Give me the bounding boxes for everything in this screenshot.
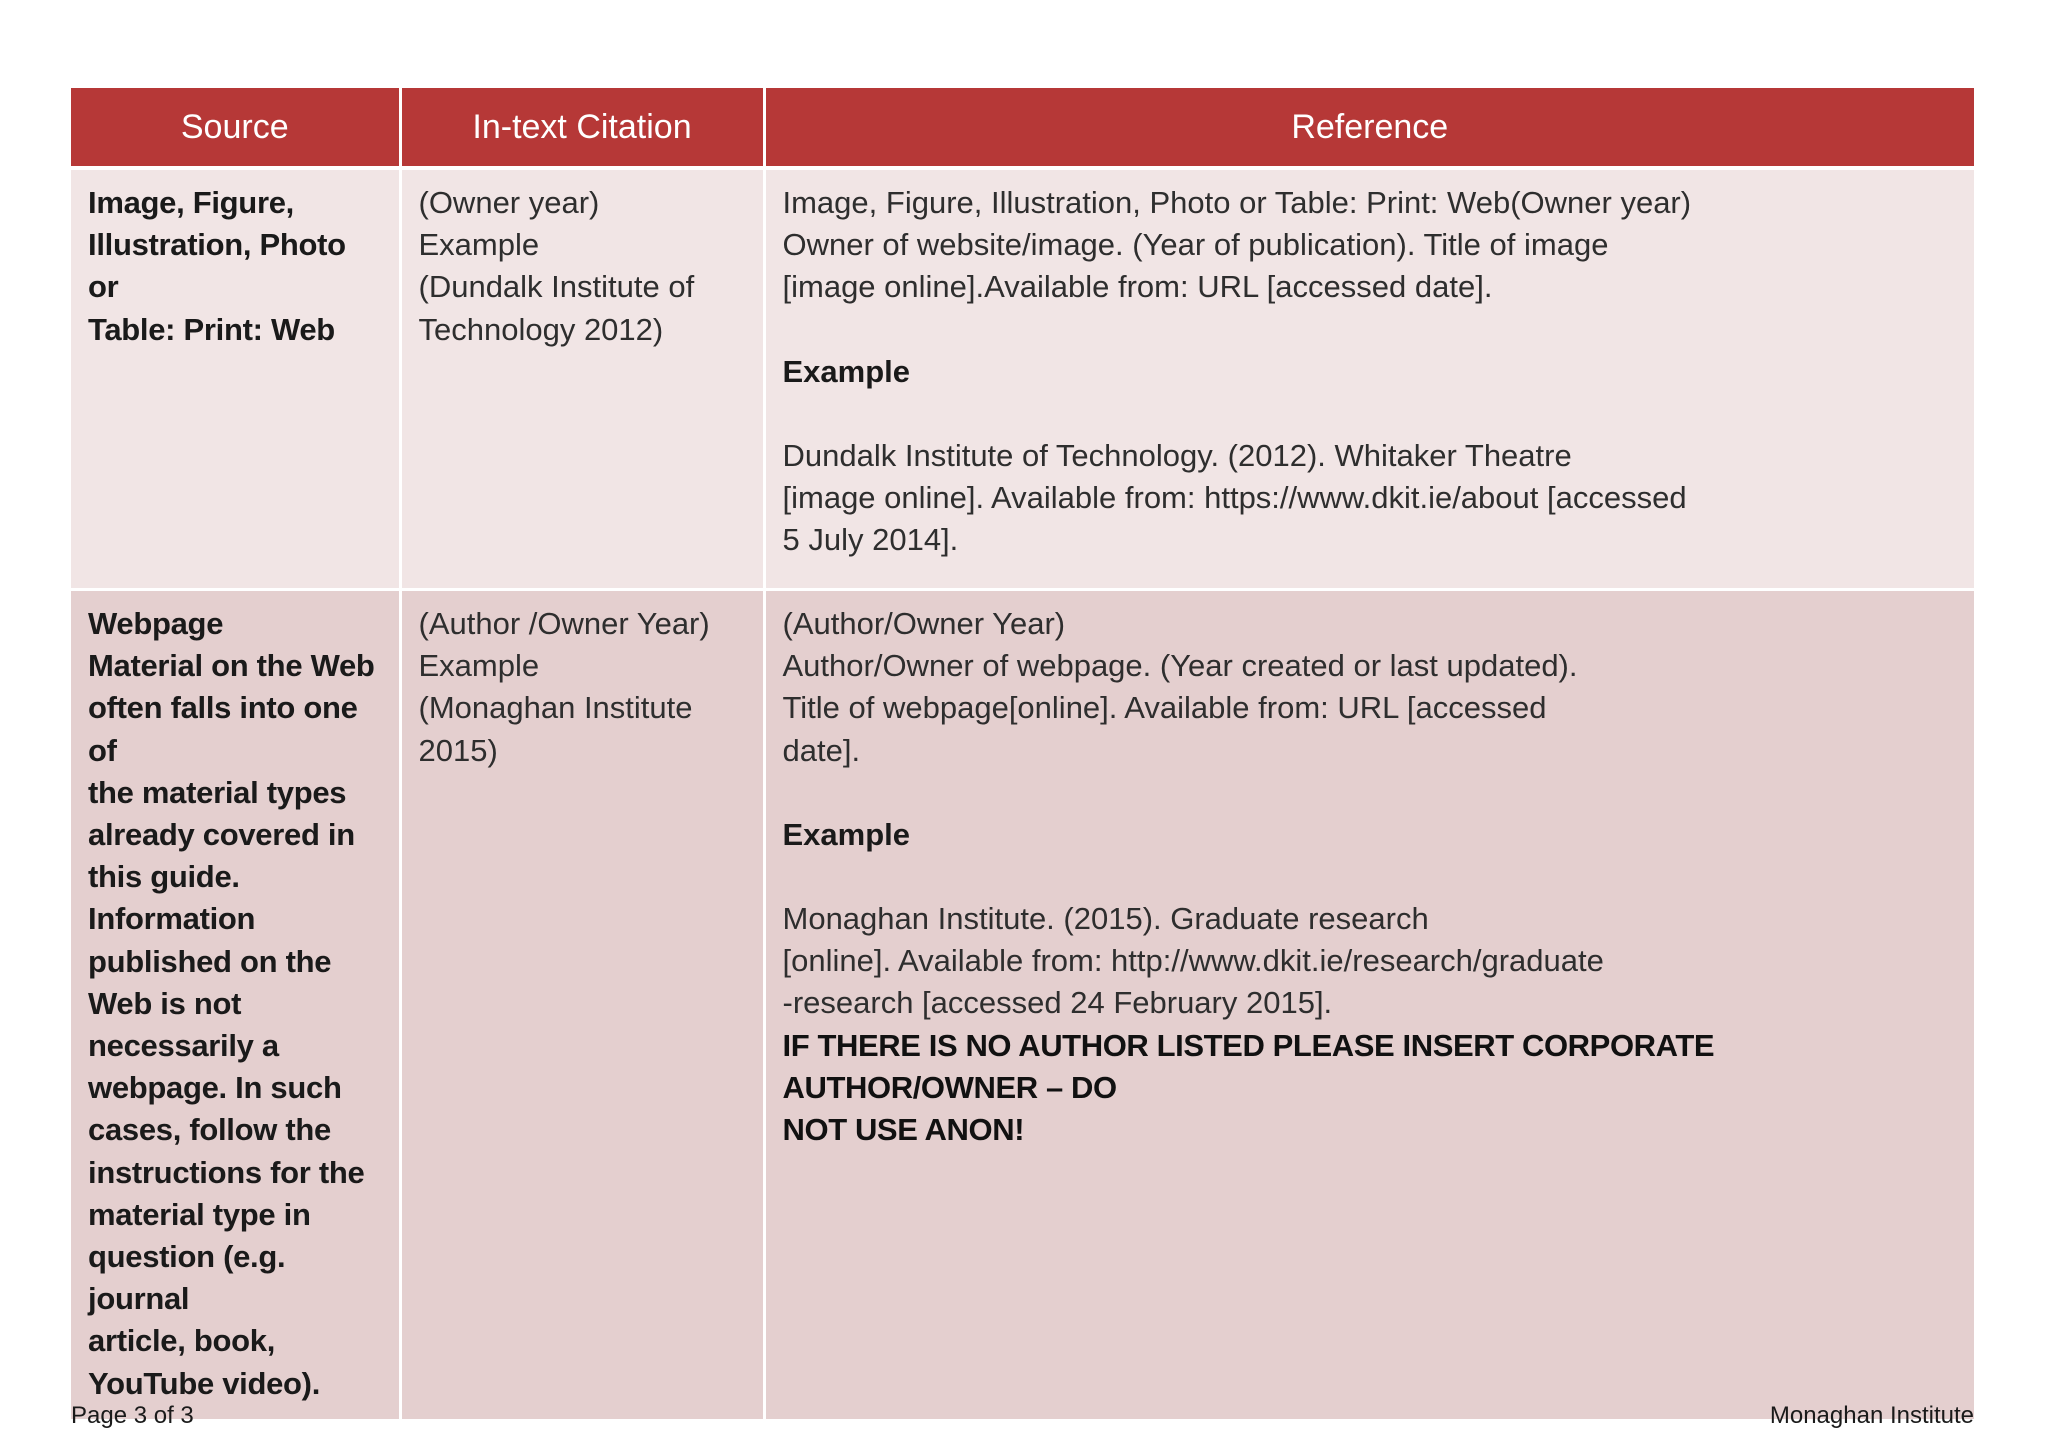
example-label: Example	[782, 816, 911, 852]
intext-citation-cell: (Owner year) Example (Dundalk Institute of Technology 2012)	[400, 168, 764, 590]
source-cell: Image, Figure, Illustration, Photo or Table: Print: Web	[71, 168, 400, 590]
reference-example: Dundalk Institute of Technology. (2012). Whitaker Theatre [image online]. Available from: https://www.dkit.ie/about [accessed 5 July 2014].	[782, 437, 1687, 558]
page-number: Page 3 of 3	[71, 1402, 194, 1429]
source-cell: Webpage Material on the Web often falls into one of the material types already covered in this guide. Information published on the Web is not necessarily a webpage. In such cases, follow the instructions for the material type in question (e.g. journal article, book, YouTube video).	[71, 590, 400, 1419]
table-row	[71, 168, 1974, 590]
reference-cell	[764, 168, 1974, 590]
table-header-row	[71, 88, 1974, 168]
header-intext-citation: In-text Citation	[400, 88, 764, 168]
reference-format: Image, Figure, Illustration, Photo or Table: Print: Web(Owner year) Owner of website/image. (Year of publication). Title of image [image online].Available from: URL [accessed date].	[782, 185, 1692, 305]
no-author-warning: IF THERE IS NO AUTHOR LISTED PLEASE INSERT CORPORATE AUTHOR/OWNER – DO NOT USE ANON!	[782, 1027, 1715, 1148]
header-reference: Reference	[764, 88, 1974, 168]
header-source: Source	[71, 88, 400, 168]
footer-institution: Monaghan Institute	[1769, 1402, 1974, 1429]
example-label: Example	[782, 353, 911, 389]
reference-example: Monaghan Institute. (2015). Graduate research [online]. Available from: http://www.dkit.ie/research/graduate -research [accessed 24 February 2015].	[782, 901, 1604, 1021]
table-row	[71, 590, 1974, 1419]
reference-cell	[764, 590, 1974, 1419]
citation-table	[71, 88, 1974, 1419]
intext-citation-cell: (Author /Owner Year) Example (Monaghan Institute 2015)	[400, 590, 764, 1419]
reference-format: (Author/Owner Year) Author/Owner of webpage. (Year created or last updated). Title of webpage[online]. Available from: URL [accessed date].	[782, 606, 1578, 768]
